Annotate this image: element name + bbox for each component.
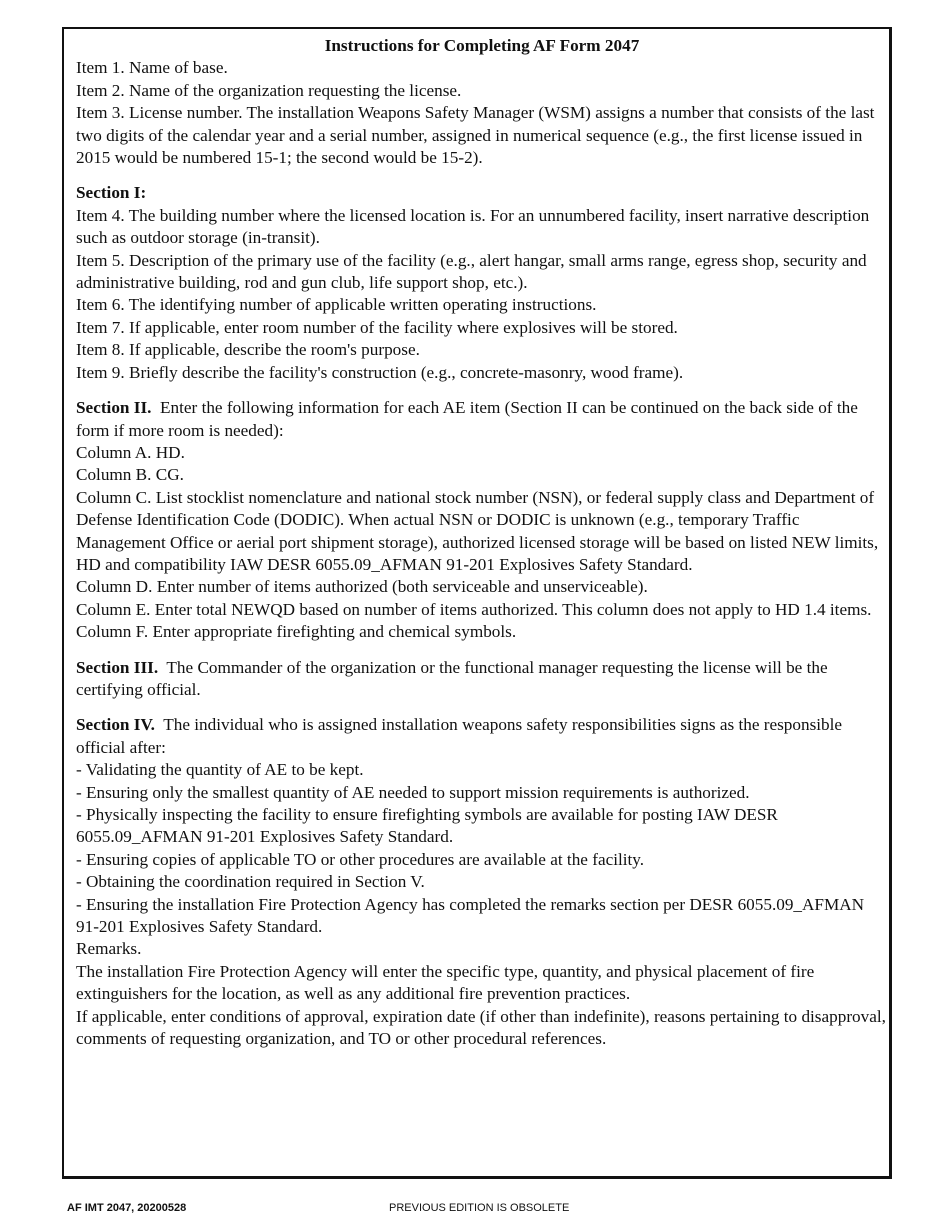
bullet-line: - Ensuring only the smallest quantity of AE needed to support mission requirements is authorized. [76, 782, 750, 802]
item-line: Item 5. Description of the primary use of the facility (e.g., alert hangar, small arms range, egress shop, security and administrative building, rod and gun club, life support shop, etc.). [76, 250, 867, 293]
bullet-line: - Ensuring copies of applicable TO or other procedures are available at the facility. [76, 849, 645, 869]
item-line: Item 8. If applicable, describe the room's purpose. [76, 340, 420, 360]
obsolete-notice: PREVIOUS EDITION IS OBSOLETE [389, 1202, 570, 1214]
section-2-intro [76, 397, 888, 442]
section-text: Enter the following information for each AE item (Section II can be continued on the back side of the form if more room is needed): [76, 398, 863, 440]
section-heading: Section III. [76, 657, 159, 677]
section-heading: Section II. [76, 398, 152, 418]
item-line: Item 1. Name of base. [76, 58, 228, 78]
item-line: Item 6. The identifying number of applicable written operating instructions. [76, 295, 597, 315]
section-text: The individual who is assigned installation weapons safety responsibilities signs as the responsible official after: [76, 715, 847, 757]
column-line: Column C. List stocklist nomenclature and national stock number (NSN), or federal supply class and Department of Defense Identification Code (DODIC). When actual NSN or DODIC is unknown (e.g., temporary Traffic Management Office or aerial port shipment storage), authorized licensed storage will be based on listed NEW limits, HD and compatibility IAW DESR 6055.09_AFMAN 91-201 Explosives Safety Standard. [76, 487, 879, 574]
section-heading: Section IV. [76, 715, 155, 735]
column-line: Column F. Enter appropriate firefighting and chemical symbols. [76, 622, 517, 642]
bullet-line: - Ensuring the installation Fire Protection Agency has completed the remarks section per DESR 6055.09_AFMAN 91-201 Explosives Safety Standard. [76, 894, 865, 937]
item-line: Item 4. The building number where the licensed location is. For an unnumbered facility, insert narrative description such as outdoor storage (in-transit). [76, 205, 870, 248]
bullet-line: - Obtaining the coordination required in Section V. [76, 872, 425, 892]
column-line: Column A. HD. [76, 442, 185, 462]
section-1-heading [76, 182, 888, 204]
form-id: AF IMT 2047, 20200528 [67, 1202, 187, 1214]
bullet-line: - Physically inspecting the facility to ensure firefighting symbols are available for posting IAW DESR 6055.09_AFMAN 91-201 Explosives Safety Standard. [76, 805, 778, 847]
page-title: Instructions for Completing AF Form 2047 [324, 36, 640, 55]
section-3 [76, 657, 888, 702]
section-4-intro [76, 714, 888, 759]
remarks-line: If applicable, enter conditions of approval, expiration date (if other than indefinite), reasons pertaining to disapproval, comments of requesting organization, and TO or other procedural references. [76, 1006, 886, 1049]
column-line: Column E. Enter total NEWQD based on number of items authorized. This column does not apply to HD 1.4 items. [76, 599, 872, 619]
section-heading: Section I: [76, 183, 147, 203]
bullet-line: - Validating the quantity of AE to be kept. [76, 760, 364, 780]
item-line: Item 9. Briefly describe the facility's construction (e.g., concrete-masonry, wood frame). [76, 362, 684, 382]
remarks-label: Remarks. [76, 939, 142, 959]
remarks-line: The installation Fire Protection Agency will enter the specific type, quantity, and physical placement of fire extinguishers for the location, as well as any additional fire prevention practices. [76, 961, 815, 1004]
item-line: Item 2. Name of the organization requesting the license. [76, 80, 462, 100]
column-line: Column B. CG. [76, 465, 184, 485]
item-line: Item 7. If applicable, enter room number of the facility where explosives will be stored. [76, 317, 678, 337]
column-line: Column D. Enter number of items authorized (both serviceable and unserviceable). [76, 577, 648, 597]
item-line: Item 3. License number. The installation Weapons Safety Manager (WSM) assigns a number that consists of the last two digits of the calendar year and a serial number, assigned in numerical sequence (e.g., the first license issued in 2015 would be numbered 15-1; the second would be 15-2). [76, 103, 875, 168]
instructions-body [76, 35, 888, 1050]
section-text: The Commander of the organization or the functional manager requesting the license will be the certifying official. [76, 657, 832, 699]
